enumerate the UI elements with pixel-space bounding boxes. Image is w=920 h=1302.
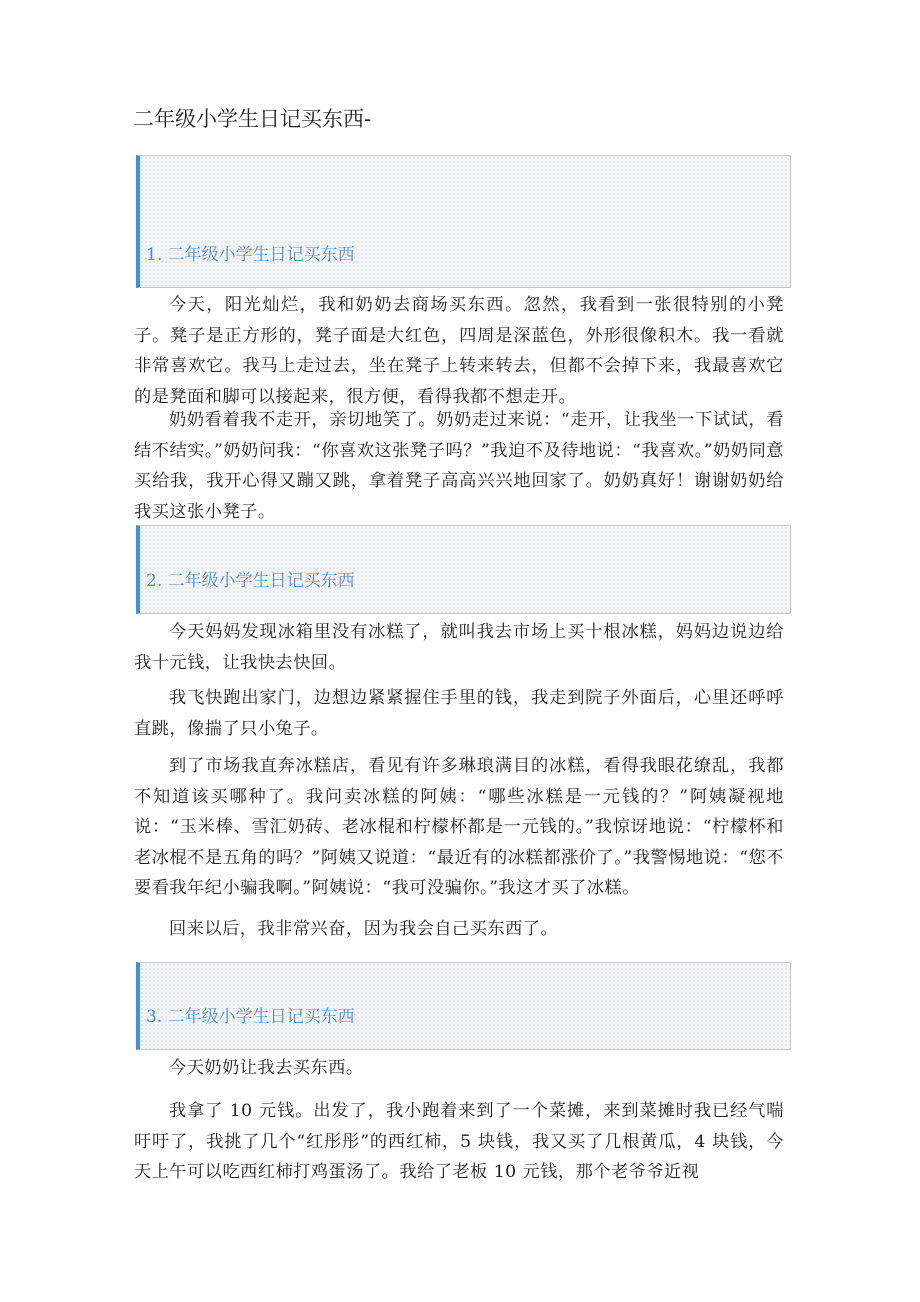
section-2-paragraph-3: 到了市场我直奔冰糕店，看见有许多琳琅满目的冰糕，看得我眼花缭乱，我都不知道该买哪种了。我问卖冰糕的阿姨：“哪些冰糕是一元钱的？”阿姨凝视地说：“玉米棒、雪汇奶砖、老冰棍和柠檬杯都是一元钱的。”我惊讶地说：“柠檬杯和老冰棍不是五角的吗？”阿姨又说道：“最近有的冰糕都涨价了。”我警惕地说：“您不要看我年纪小骗我啊。”阿姨说：“我可没骗你。”我这才买了冰糕。 [134, 756, 784, 898]
section-2-paragraph-4: 回来以后，我非常兴奋，因为我会自己买东西了。 [169, 919, 559, 939]
section-1-paragraph-1: 今天，阳光灿烂，我和奶奶去商场买东西。忽然，我看到一张很特别的小凳子。凳子是正方形的，凳子面是大红色，四周是深蓝色，外形很像积木。我一看就非常喜欢它。我马上走过去，坐在凳子上转来转去，但都不会掉下来，我最喜欢它的是凳面和脚可以接起来，很方便，看得我都不想走开。 [134, 295, 784, 407]
section-2-paragraph-1: 今天妈妈发现冰箱里没有冰糕了，就叫我去市场上买十根冰糕，妈妈边说边给我十元钱，让我快去快回。 [134, 622, 784, 673]
section-1-header-box [136, 155, 791, 288]
section-2-header-box [136, 525, 791, 614]
section-1-paragraph-2: 奶奶看着我不走开，亲切地笑了。奶奶走过来说：“走开，让我坐一下试试，看结不结实。”奶奶问我：“你喜欢这张凳子吗？”我迫不及待地说：“我喜欢。”奶奶同意买给我，我开心得又蹦又跳，拿着凳子高高兴兴地回家了。奶奶真好！谢谢奶奶给我买这张小凳子。 [134, 410, 784, 522]
document-title: 二年级小学生日记买东西- [133, 107, 372, 131]
section-2-heading: 2. 二年级小学生日记买东西 [146, 571, 355, 591]
section-3-paragraph-2: 我拿了 10 元钱。出发了，我小跑着来到了一个菜摊，来到菜摊时我已经气喘吁吁了，我挑了几个“红彤彤”的西红柿，5 块钱，我又买了几根黄瓜，4 块钱，今天上午可以吃西红柿打鸡蛋汤了。我给了老板 10 元钱，那个老爷爷近视 [134, 1101, 784, 1182]
section-1-heading: 1. 二年级小学生日记买东西 [146, 245, 355, 265]
section-3-header-box [136, 962, 791, 1050]
section-3-heading: 3. 二年级小学生日记买东西 [146, 1007, 355, 1027]
section-3-paragraph-1: 今天奶奶让我去买东西。 [169, 1058, 364, 1078]
section-2-paragraph-2: 我飞快跑出家门，边想边紧紧握住手里的钱，我走到院子外面后，心里还呼呼直跳，像揣了只小兔子。 [134, 688, 784, 739]
